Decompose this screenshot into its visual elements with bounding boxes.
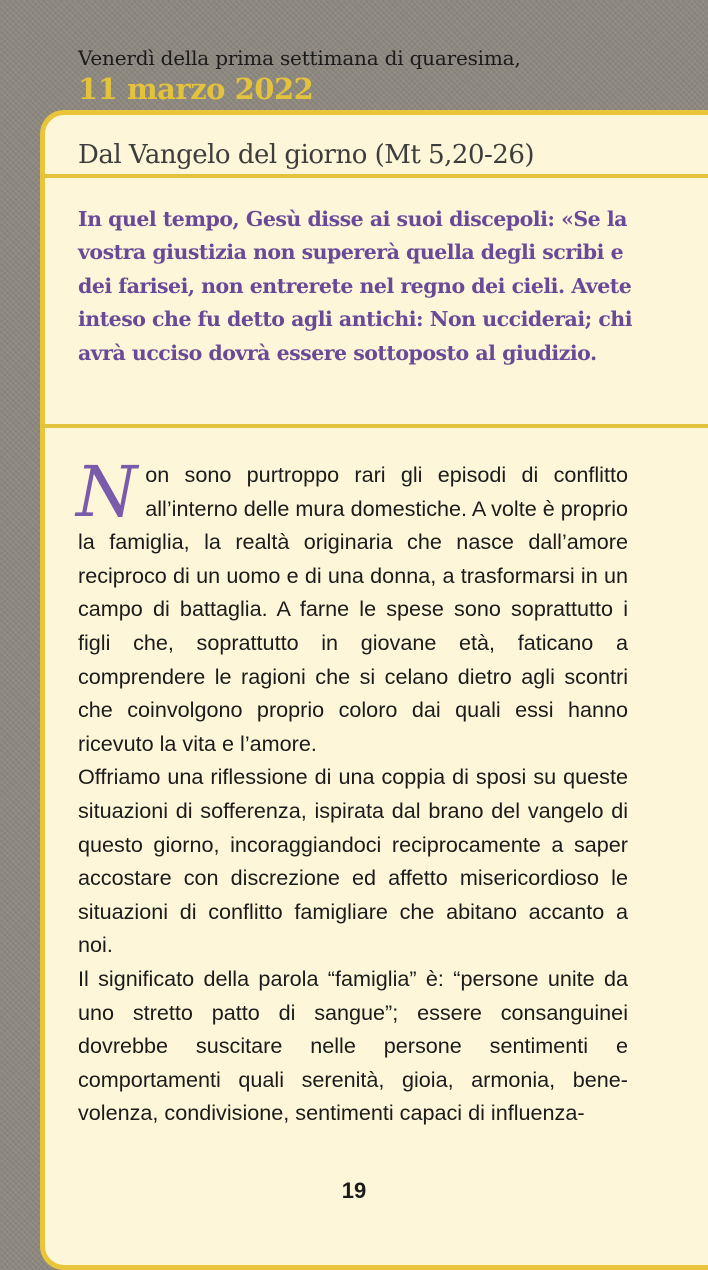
reflection-text	[76, 451, 628, 1130]
section-title: Dal Vangelo del giorno (Mt 5,20-26)	[78, 140, 535, 170]
page-number: 19	[341, 1178, 367, 1203]
drop-cap: N	[76, 451, 138, 533]
reflection-paragraph-2: Offriamo una riflessione di una coppia di sposi su queste situazioni di sofferenza, ispirata dal brano del vangelo di questo giorno, incoraggiandoci reciprocamente a saper accostare con discrezione ed affetto misericordioso le situazioni di conflitto famigliare che abitano accanto a noi.	[78, 764, 628, 958]
divider-top	[40, 174, 708, 178]
page-date: 11 marzo 2022	[78, 72, 314, 106]
reflection-paragraph-3: Il significato della parola “famiglia” è: “persone unite da uno stretto patto di sangue”; essere consanguinei dovrebbe suscitare nelle persone sentimenti e comportamenti quali serenità, gioia, armonia, benevolenza, condivisione, sentimenti capaci di influenza-	[78, 965, 628, 1126]
divider-bottom	[40, 424, 708, 428]
gospel-passage: In quel tempo, Gesù disse ai suoi discepoli: «Se la vostra giustizia non supererà quella degli scribi e dei farisei, non entrerete nel regno dei cieli. Avete inteso che fu detto agli antichi: Non ucciderai; chi avrà ucciso dovrà essere sottoposto al giudizio.	[78, 207, 632, 365]
paragraph-1-text: on sono purtroppo rari gli episodi di conflitto all’interno delle mura domestiche. A volte è proprio la famiglia, la realtà originaria che nasce dall’amore reciproco di un uomo e di una donna, a trasformarsi in un campo di battaglia. A farne le spese sono soprattutto i figli che, soprattutto in giovane età, faticano a comprendere le ragioni che si celano dietro agli scontri che coinvolgono proprio coloro dai quali essi hanno ricevuto la vita e l’amore.	[78, 462, 628, 756]
liturgical-day: Venerdì della prima settimana di quaresima,	[78, 46, 521, 70]
reflection-paragraph-1	[76, 451, 628, 760]
